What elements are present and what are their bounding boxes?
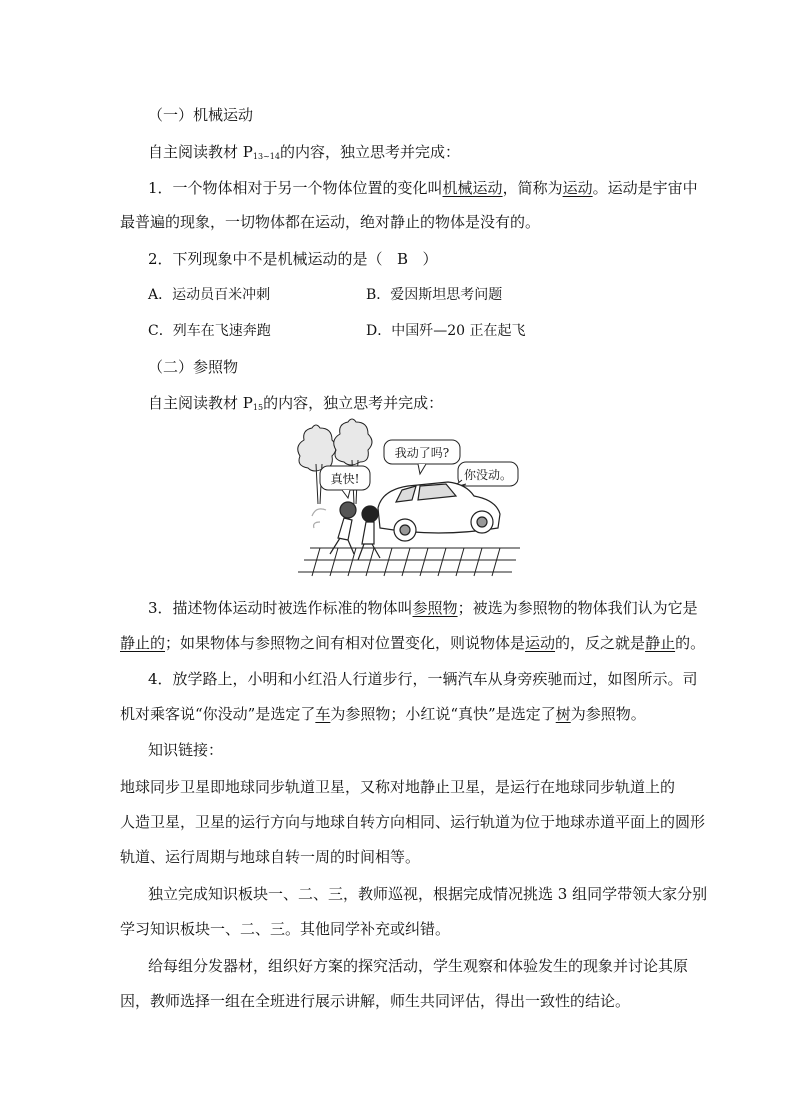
question-4-line-2: 机对乘客说“你没动”是选定了车为参照物；小红说“真快”是选定了树为参照物。 (120, 705, 646, 723)
section-heading-reference-object: （二）参照物 (148, 358, 239, 376)
knowledge-line-2: 人造卫星，卫星的运行方向与地球自转方向相同、运行轨道为位于地球赤道平面上的圆形 (120, 813, 706, 831)
blank-answer: 运动 (525, 634, 556, 652)
question-1-line-1: 1．一个物体相对于另一个物体位置的变化叫机械运动，简称为运动。运动是宇宙中 (148, 179, 698, 197)
option-d: D．中国歼—20 正在起飞 (366, 323, 526, 339)
activity-1-line-1: 独立完成知识板块一、二、三，教师巡视，根据完成情况挑选 3 组同学带领大家分别 (148, 885, 708, 903)
tree-icon (298, 419, 372, 504)
knowledge-line-3: 轨道、运行周期与地球自转一周的时间相等。 (120, 848, 421, 866)
blank-answer: 车 (315, 705, 331, 723)
blank-answer: 运动 (562, 179, 593, 197)
knowledge-line-1: 地球同步卫星即地球同步轨道卫星，又称对地静止卫星，是运行在地球同步轨道上的 (120, 778, 676, 796)
speech-bubble-girl (320, 466, 370, 498)
reading-instruction-1: 自主阅读教材 $P_{13\sim 14}$的内容，独立思考并完成： (148, 143, 460, 161)
question-2-answer: B (397, 250, 409, 268)
svg-text:我动了吗?: 我动了吗? (394, 446, 450, 460)
blank-answer: 树 (555, 705, 571, 723)
question-4-line-1: 4．放学路上，小明和小红沿人行道步行，一辆汽车从身旁疾驰而过，如图所示。司 (148, 670, 698, 688)
blank-answer: 机械运动 (442, 179, 503, 197)
option-a: A．运动员百米冲刺 (148, 287, 271, 303)
question-1-line-2: 最普遍的现象，一切物体都在运动，绝对静止的物体是没有的。 (120, 213, 541, 231)
blank-answer: 静止的 (120, 634, 166, 652)
question-3-line-1: 3．描述物体运动时被选作标准的物体叫参照物；被选为参照物的物体我们认为它是 (148, 599, 698, 617)
option-b: B．爱因斯坦思考问题 (366, 287, 503, 303)
question-3-line-2: 静止的；如果物体与参照物之间有相对位置变化，则说物体是运动的，反之就是静止的。 (120, 634, 706, 652)
activity-1-line-2: 学习知识板块一、二、三。其他同学补充或纠错。 (120, 920, 451, 938)
blank-answer: 参照物 (412, 599, 458, 617)
question-2-stem: 2．下列现象中不是机械运动的是（ B ） (148, 250, 438, 268)
car-icon (378, 482, 500, 541)
reading-instruction-2: 自主阅读教材 $P_{15}$的内容，独立思考并完成： (148, 394, 444, 412)
students-icon (312, 502, 380, 560)
speech-bubble-passenger (452, 462, 518, 488)
svg-text:真快!: 真快! (330, 472, 360, 486)
activity-2-line-2: 因，教师选择一组在全班进行展示讲解，师生共同评估，得出一致性的结论。 (120, 992, 631, 1010)
knowledge-link-heading: 知识链接： (148, 741, 224, 759)
activity-2-line-1: 给每组分发器材，组织好方案的探究活动，学生观察和体验发生的现象并讨论其原 (148, 957, 689, 975)
section-heading-mechanical-motion: （一）机械运动 (148, 106, 254, 124)
blank-answer: 静止 (645, 634, 676, 652)
option-c: C．列车在飞速奔跑 (148, 323, 271, 339)
speech-bubble-driver (384, 440, 460, 474)
svg-text:你没动。: 你没动。 (463, 468, 513, 482)
illustration-car-and-students (290, 418, 520, 578)
